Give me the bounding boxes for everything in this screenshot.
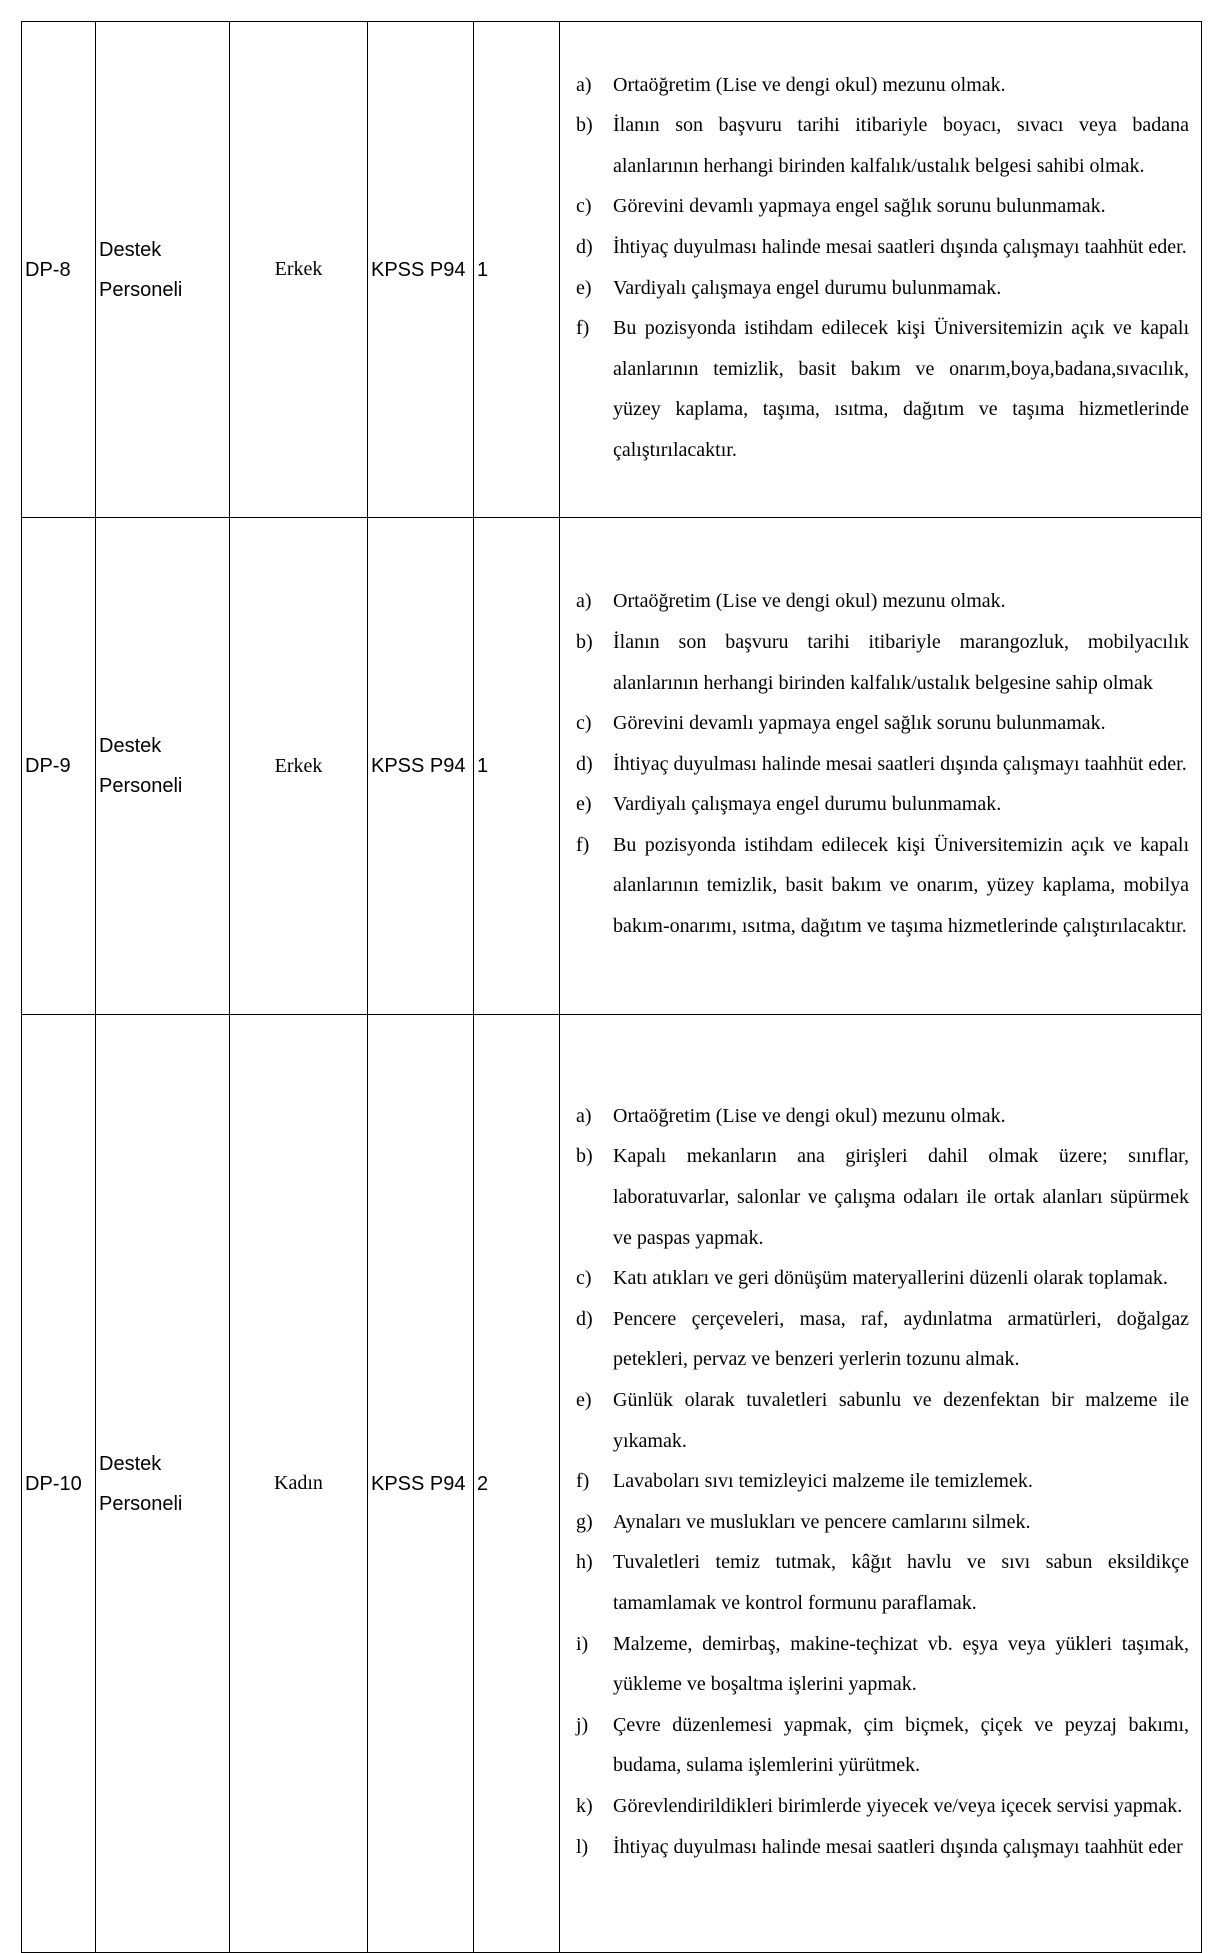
requirements-list xyxy=(576,65,1189,471)
requirement-item xyxy=(576,1380,1189,1461)
requirement-marker: e) xyxy=(576,1389,592,1412)
requirement-item xyxy=(576,186,1189,227)
requirement-marker: b) xyxy=(576,1145,593,1168)
position-title-line1: Destek xyxy=(99,1452,162,1475)
requirement-item xyxy=(576,622,1189,703)
requirement-text: İlanın son başvuru tarihi itibariyle boyacı, sıvacı veya badana alanlarının herhangi birinden kalfalık/ustalık belgesi sahibi olmak. xyxy=(613,114,1189,177)
position-title xyxy=(96,1015,230,1953)
table-row xyxy=(22,518,1202,1015)
requirement-marker: g) xyxy=(576,1510,593,1533)
exam-type: KPSS P94 xyxy=(368,1015,474,1953)
exam-type: KPSS P94 xyxy=(368,518,474,1015)
requirement-item xyxy=(576,105,1189,186)
requirement-marker: a) xyxy=(576,1104,592,1127)
requirements-cell xyxy=(560,518,1202,1015)
requirement-item xyxy=(576,825,1189,947)
requirement-marker: d) xyxy=(576,235,593,258)
gender: Erkek xyxy=(230,22,368,518)
requirement-marker: e) xyxy=(576,793,592,816)
requirement-text: Pencere çerçeveleri, masa, raf, aydınlatma armatürleri, doğalgaz petekleri, pervaz ve benzeri yerlerin tozunu almak. xyxy=(613,1307,1189,1371)
requirement-item xyxy=(576,1461,1189,1502)
requirement-item xyxy=(576,1827,1189,1868)
requirement-marker: d) xyxy=(576,752,593,775)
requirement-marker: f) xyxy=(576,1470,590,1493)
requirement-marker: b) xyxy=(576,114,593,137)
requirement-text: Malzeme, demirbaş, makine-teçhizat vb. eşya veya yükleri taşımak, yükleme ve boşaltma işlerini yapmak. xyxy=(613,1632,1189,1696)
requirement-item xyxy=(576,784,1189,825)
requirement-text: Vardiyalı çalışmaya engel durumu bulunmamak. xyxy=(613,793,1002,816)
requirement-item xyxy=(576,1258,1189,1299)
requirement-marker: e) xyxy=(576,276,592,299)
requirement-text: Çevre düzenlemesi yapmak, çim biçmek, çiçek ve peyzaj bakımı, budama, sulama işlemlerini yürütmek. xyxy=(613,1713,1189,1777)
requirement-marker: c) xyxy=(576,1267,592,1290)
requirement-text: İhtiyaç duyulması halinde mesai saatleri dışında çalışmayı taahhüt eder. xyxy=(613,752,1187,775)
requirement-text: Ortaöğretim (Lise ve dengi okul) mezunu olmak. xyxy=(613,1104,1006,1127)
requirement-item xyxy=(576,744,1189,785)
position-title-line2: Personeli xyxy=(99,278,183,301)
requirement-marker: j) xyxy=(576,1713,589,1736)
requirement-text: Aynaları ve muslukları ve pencere camlarını silmek. xyxy=(613,1510,1031,1533)
position-count: 1 xyxy=(474,518,560,1015)
requirement-text: Ortaöğretim (Lise ve dengi okul) mezunu olmak. xyxy=(613,590,1006,613)
requirement-text: Vardiyalı çalışmaya engel durumu bulunmamak. xyxy=(613,276,1002,299)
table-row xyxy=(22,1015,1202,1953)
requirement-item xyxy=(576,227,1189,268)
requirement-marker: c) xyxy=(576,195,592,218)
position-title-line1: Destek xyxy=(99,735,162,757)
requirement-text: Ortaöğretim (Lise ve dengi okul) mezunu olmak. xyxy=(613,73,1006,96)
requirement-text: Görevlendirildikleri birimlerde yiyecek ve/veya içecek servisi yapmak. xyxy=(613,1794,1183,1817)
requirement-item xyxy=(576,1299,1189,1380)
requirement-text: Bu pozisyonda istihdam edilecek kişi Üniversitemizin açık ve kapalı alanlarının temizlik, basit bakım ve onarım, yüzey kaplama, mobilya bakım-onarımı, ısıtma, dağıtım ve taşıma hizmetlerinde çalıştırılacaktır. xyxy=(613,833,1189,938)
requirement-item xyxy=(576,268,1189,309)
requirement-marker: l) xyxy=(576,1835,589,1858)
requirement-text: İhtiyaç duyulması halinde mesai saatleri dışında çalışmayı taahhüt eder. xyxy=(613,235,1187,258)
table-row xyxy=(22,22,1202,518)
gender: Kadın xyxy=(230,1015,368,1953)
requirements-cell xyxy=(560,22,1202,518)
requirement-item xyxy=(576,65,1189,106)
requirement-marker: a) xyxy=(576,590,592,613)
requirement-item xyxy=(576,1096,1189,1137)
requirement-item xyxy=(576,1624,1189,1705)
requirement-item xyxy=(576,1542,1189,1623)
position-code: DP-8 xyxy=(22,22,96,518)
positions-table xyxy=(21,21,1202,1953)
position-title xyxy=(96,22,230,518)
position-count: 1 xyxy=(474,22,560,518)
requirements-cell xyxy=(560,1015,1202,1953)
position-title xyxy=(96,518,230,1015)
requirement-text: Tuvaletleri temiz tutmak, kâğıt havlu ve sıvı sabun eksildikçe tamamlamak ve kontrol formunu paraflamak. xyxy=(613,1551,1189,1614)
position-code: DP-10 xyxy=(22,1015,96,1953)
exam-type: KPSS P94 xyxy=(368,22,474,518)
position-title-line2: Personeli xyxy=(99,775,183,797)
requirement-item xyxy=(576,1136,1189,1258)
requirement-marker: i) xyxy=(576,1632,589,1655)
requirement-text: Görevini devamlı yapmaya engel sağlık sorunu bulunmamak. xyxy=(613,195,1106,218)
requirement-marker: h) xyxy=(576,1551,593,1574)
requirement-text: Katı atıkları ve geri dönüşüm materyallerini düzenli olarak toplamak. xyxy=(613,1267,1168,1290)
requirement-text: Lavaboları sıvı temizleyici malzeme ile temizlemek. xyxy=(613,1470,1033,1493)
requirement-item xyxy=(576,308,1189,470)
position-count: 2 xyxy=(474,1015,560,1953)
requirement-item xyxy=(576,703,1189,744)
requirement-marker: k) xyxy=(576,1794,593,1817)
position-code: DP-9 xyxy=(22,518,96,1015)
requirement-text: Görevini devamlı yapmaya engel sağlık sorunu bulunmamak. xyxy=(613,712,1106,735)
requirement-text: Bu pozisyonda istihdam edilecek kişi Üniversitemizin açık ve kapalı alanlarının temizlik, basit bakım ve onarım,boya,badana,sıvacılık, yüzey kaplama, taşıma, ısıtma, dağıtım ve taşıma hizmetlerinde çalıştırılacaktır. xyxy=(613,317,1189,461)
requirement-text: Günlük olarak tuvaletleri sabunlu ve dezenfektan bir malzeme ile yıkamak. xyxy=(613,1389,1189,1452)
requirement-text: Kapalı mekanların ana girişleri dahil olmak üzere; sınıflar, laboratuvarlar, salonlar ve çalışma odaları ile ortak alanları süpürmek ve paspas yapmak. xyxy=(613,1145,1189,1249)
requirement-marker: d) xyxy=(576,1307,593,1330)
requirement-text: İhtiyaç duyulması halinde mesai saatleri dışında çalışmayı taahhüt eder xyxy=(613,1835,1183,1858)
requirement-marker: a) xyxy=(576,73,592,96)
requirement-marker: b) xyxy=(576,630,593,653)
requirements-list xyxy=(576,581,1189,946)
requirement-item xyxy=(576,1786,1189,1827)
position-title-line2: Personeli xyxy=(99,1492,183,1515)
requirement-marker: f) xyxy=(576,317,590,340)
requirement-marker: f) xyxy=(576,833,590,856)
requirement-item xyxy=(576,581,1189,622)
requirement-item xyxy=(576,1705,1189,1786)
requirement-item xyxy=(576,1502,1189,1543)
requirements-list xyxy=(576,1096,1189,1867)
gender: Erkek xyxy=(230,518,368,1015)
requirement-marker: c) xyxy=(576,712,592,735)
position-title-line1: Destek xyxy=(99,238,162,261)
requirement-text: İlanın son başvuru tarihi itibariyle marangozluk, mobilyacılık alanlarının herhangi birinden kalfalık/ustalık belgesine sahip olmak xyxy=(613,630,1189,694)
